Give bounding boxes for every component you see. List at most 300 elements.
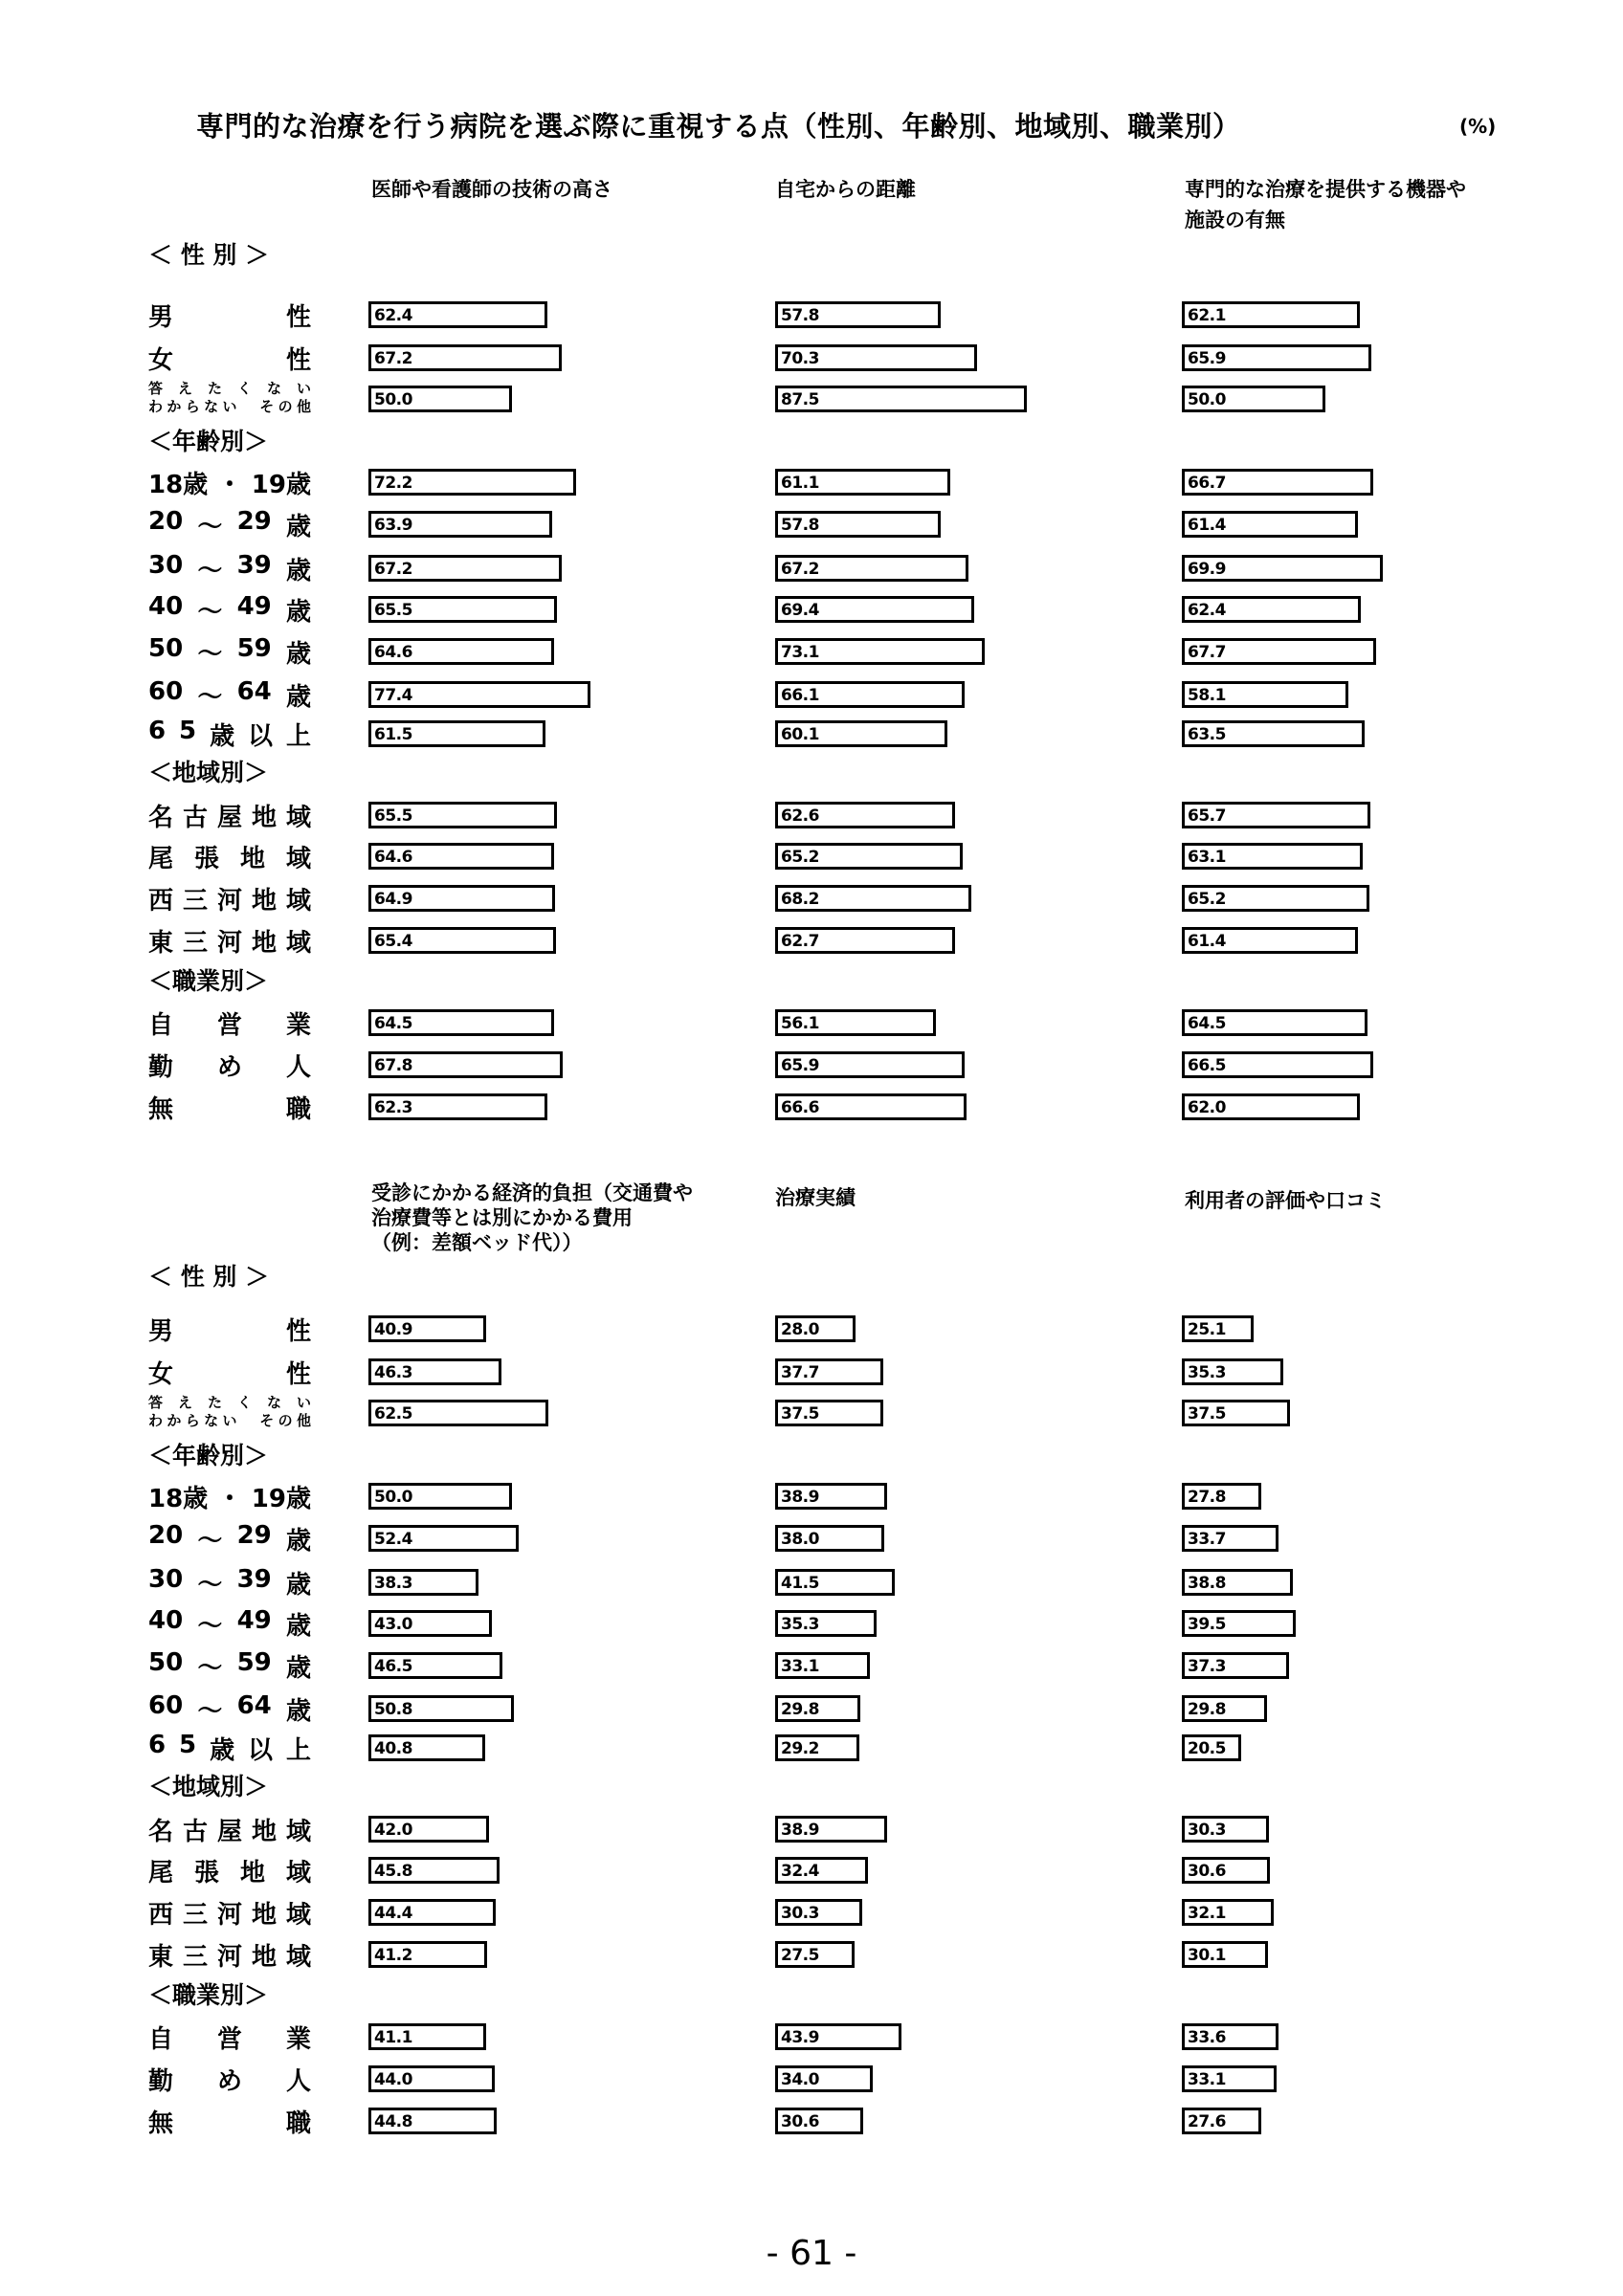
- row-label-part: ・: [216, 1485, 242, 1513]
- bar: [775, 2065, 873, 2092]
- bar-value-label: 39.5: [1188, 1615, 1226, 1634]
- bar: [1182, 1857, 1270, 1884]
- row-label: [148, 1895, 311, 1931]
- bar: [368, 638, 554, 665]
- col-header-5: 治療実績: [775, 1186, 856, 1209]
- bar-value-label: 30.3: [781, 1904, 819, 1923]
- bar-value-label: 38.9: [781, 1821, 819, 1840]
- bar: [1182, 681, 1348, 708]
- row-label-part: 5: [179, 717, 197, 745]
- row-label: [148, 1731, 311, 1766]
- bar-value-label: 64.9: [374, 890, 412, 909]
- row-label-part: 域: [285, 1901, 311, 1930]
- row-label-part: 地: [239, 1859, 265, 1888]
- col-header-4: [371, 1181, 725, 1255]
- bar: [1182, 1358, 1283, 1385]
- bar: [368, 2023, 486, 2050]
- group-heading: ＜ 性 別 ＞: [148, 241, 270, 269]
- bar-value-label: 30.6: [781, 2112, 819, 2131]
- bar: [775, 1400, 883, 1426]
- col-header-6: 利用者の評価や口コミ: [1185, 1189, 1386, 1212]
- bar: [775, 927, 955, 954]
- row-label-part: 39: [236, 1565, 272, 1594]
- bar: [1182, 301, 1360, 328]
- row-label-part: 60: [148, 677, 184, 706]
- bar-value-label: 20.5: [1188, 1739, 1226, 1758]
- bar-value-label: 42.0: [374, 1821, 412, 1840]
- row-label-part: 5: [179, 1731, 197, 1759]
- col-header-2: 自宅からの距離: [775, 178, 916, 201]
- row-label: [148, 1521, 311, 1556]
- row-label: [148, 1853, 311, 1888]
- row-label-part: 歳: [285, 1654, 311, 1683]
- bar-value-label: 69.9: [1188, 560, 1226, 579]
- row-label-part: 河: [216, 929, 242, 958]
- bar-value-label: 30.6: [1188, 1862, 1226, 1881]
- group-heading: ＜職業別＞: [148, 967, 269, 995]
- row-label-part: 職: [285, 2109, 311, 2138]
- row-label-part: ～: [197, 640, 223, 669]
- row-label-part: 40: [148, 592, 184, 621]
- row-label-part: 歳: [285, 557, 311, 585]
- bar-value-label: 40.8: [374, 1739, 412, 1758]
- bar: [368, 1315, 486, 1342]
- row-label-part: 張: [193, 845, 219, 873]
- bar: [1182, 555, 1383, 582]
- col-header-3-line2: 施設の有無: [1185, 209, 1285, 232]
- row-label-part: 三: [182, 1901, 208, 1930]
- row-label-part: 古: [182, 1818, 208, 1846]
- group-heading: ＜職業別＞: [148, 1981, 269, 2009]
- row-label-part: 自: [148, 1011, 174, 1040]
- bar: [775, 1610, 877, 1637]
- row-label-part: ～: [197, 1571, 223, 1600]
- group-heading: ＜地域別＞: [148, 759, 269, 786]
- bar-value-label: 67.2: [374, 349, 412, 368]
- bar-value-label: 46.3: [374, 1363, 412, 1382]
- bar: [368, 469, 576, 496]
- row-label-part: 地: [239, 845, 265, 873]
- bar: [775, 720, 947, 747]
- row-label-part: 60: [148, 1691, 184, 1720]
- row-label: [148, 634, 311, 670]
- col-header-4-line1: 受診にかかる経済的負担（交通費や: [371, 1181, 693, 1204]
- col-header-1: 医師や看護師の技術の高さ: [371, 178, 612, 201]
- col-header-4-line2: 治療費等とは別にかかる費用: [371, 1206, 633, 1229]
- bar: [1182, 1734, 1241, 1761]
- bar-value-label: 63.1: [1188, 848, 1226, 867]
- bar: [368, 1857, 500, 1884]
- col-header-4-line3: （例：差額ベッド代））: [371, 1231, 583, 1254]
- bar-value-label: 63.9: [374, 516, 412, 535]
- row-label-part: 河: [216, 887, 242, 916]
- bar-value-label: 66.5: [1188, 1056, 1226, 1075]
- bar: [775, 344, 977, 371]
- row-label-part: 18歳: [148, 471, 209, 499]
- row-label-part: 地: [251, 1818, 277, 1846]
- bar: [368, 1734, 485, 1761]
- row-label-part: 域: [285, 887, 311, 916]
- row-label-part: ～: [197, 1654, 223, 1683]
- bar-value-label: 32.1: [1188, 1904, 1226, 1923]
- bar: [368, 1899, 496, 1926]
- row-label: [148, 341, 311, 376]
- row-label-part: 性: [285, 303, 311, 332]
- bar-value-label: 66.6: [781, 1098, 819, 1117]
- row-label: [148, 1479, 311, 1514]
- bar: [775, 1695, 860, 1722]
- row-label-part: 29: [236, 507, 272, 536]
- bar-value-label: 33.1: [1188, 2070, 1226, 2089]
- row-label-part: 20: [148, 507, 184, 536]
- bar: [1182, 1610, 1296, 1637]
- row-label: [148, 1691, 311, 1727]
- bar: [775, 802, 955, 828]
- row-label-part: 女: [148, 346, 174, 375]
- bar: [368, 802, 557, 828]
- bar: [775, 885, 971, 912]
- row-label: [148, 298, 311, 333]
- row-label-part: 30: [148, 551, 184, 580]
- bar: [775, 596, 974, 623]
- row-label: [148, 2104, 311, 2139]
- bar-value-label: 35.3: [781, 1615, 819, 1634]
- row-label: [148, 551, 311, 586]
- bar-value-label: 65.9: [781, 1056, 819, 1075]
- row-label-part: 業: [285, 2025, 311, 2054]
- bar-value-label: 38.3: [374, 1574, 412, 1593]
- bar: [775, 1483, 887, 1510]
- row-label-part: 屋: [216, 804, 242, 832]
- bar: [775, 638, 985, 665]
- row-label-part: 屋: [216, 1818, 242, 1846]
- row-label-part: ・: [216, 471, 242, 499]
- bar-value-label: 30.3: [1188, 1821, 1226, 1840]
- bar-value-label: 61.4: [1188, 932, 1226, 951]
- bar-value-label: 68.2: [781, 890, 819, 909]
- bar: [368, 2108, 497, 2134]
- row-label-part: 歳: [285, 1527, 311, 1556]
- bar: [775, 1899, 862, 1926]
- bar-value-label: 69.4: [781, 601, 819, 620]
- row-label: [148, 717, 311, 752]
- bar: [1182, 2023, 1278, 2050]
- row-label-part: ～: [197, 513, 223, 541]
- row-label-part: 39: [236, 551, 272, 580]
- bar-value-label: 27.6: [1188, 2112, 1226, 2131]
- row-label-part: ～: [197, 1527, 223, 1556]
- bar: [775, 1652, 870, 1679]
- bar-value-label: 38.0: [781, 1530, 819, 1549]
- unit-label: (%): [1459, 115, 1497, 138]
- row-label-part: 答 え た く な い: [148, 1394, 311, 1411]
- row-label-part: 29: [236, 1521, 272, 1550]
- row-label-part: 無: [148, 2109, 174, 2138]
- bar-value-label: 67.2: [374, 560, 412, 579]
- bar: [1182, 1051, 1373, 1078]
- row-label-part: 業: [285, 1011, 311, 1040]
- bar: [1182, 386, 1325, 412]
- bar: [368, 1400, 548, 1426]
- row-label-part: 19歳: [251, 1485, 311, 1513]
- row-label-part: 18歳: [148, 1485, 209, 1513]
- row-label-part: 49: [236, 1606, 272, 1635]
- bar-value-label: 41.1: [374, 2028, 412, 2047]
- row-label-part: 三: [182, 887, 208, 916]
- bar-value-label: 30.1: [1188, 1946, 1226, 1965]
- row-label: [148, 1048, 311, 1083]
- bar: [1182, 720, 1365, 747]
- bar-value-label: 62.4: [1188, 601, 1226, 620]
- bar: [1182, 885, 1369, 912]
- bar-value-label: 62.7: [781, 932, 819, 951]
- bar-value-label: 65.5: [374, 601, 412, 620]
- row-label-part: 6: [148, 1731, 167, 1759]
- row-label-part: 40: [148, 1606, 184, 1635]
- bar: [775, 1525, 884, 1552]
- bar-value-label: 37.7: [781, 1363, 819, 1382]
- row-label-part: 49: [236, 592, 272, 621]
- row-label-part: 地: [251, 804, 277, 832]
- bar: [775, 1009, 936, 1036]
- row-label: [148, 1565, 311, 1601]
- bar-value-label: 64.6: [374, 848, 412, 867]
- bar-value-label: 50.0: [374, 390, 412, 409]
- row-label-part: 50: [148, 634, 184, 663]
- row-label-part: 上: [285, 1736, 311, 1765]
- bar-value-label: 29.8: [781, 1700, 819, 1719]
- row-label: [148, 1937, 311, 1973]
- bar-value-label: 62.3: [374, 1098, 412, 1117]
- bar-value-label: 56.1: [781, 1014, 819, 1033]
- row-label: [148, 1090, 311, 1125]
- bar: [1182, 344, 1371, 371]
- bar: [368, 1652, 502, 1679]
- page-title: 専門的な治療を行う病院を選ぶ際に重視する点（性別、年齢別、地域別、職業別）: [196, 110, 1241, 143]
- row-label: [148, 677, 311, 713]
- row-label-part: 営: [216, 2025, 242, 2054]
- row-label: [148, 380, 311, 416]
- row-label-part: 域: [285, 1859, 311, 1888]
- row-label-part: 59: [236, 1648, 272, 1677]
- bar: [1182, 1899, 1274, 1926]
- bar-value-label: 27.5: [781, 1946, 819, 1965]
- bar: [775, 511, 941, 538]
- bar: [1182, 1569, 1293, 1596]
- bar: [1182, 1400, 1290, 1426]
- bar-value-label: 41.5: [781, 1574, 819, 1593]
- row-label-part: 64: [236, 677, 272, 706]
- bar: [368, 843, 554, 870]
- bar-value-label: 62.0: [1188, 1098, 1226, 1117]
- bar-value-label: 66.1: [781, 686, 819, 705]
- row-label-part: 西: [148, 887, 174, 916]
- bar-value-label: 70.3: [781, 349, 819, 368]
- bar: [1182, 1816, 1269, 1843]
- row-label-part: 50: [148, 1648, 184, 1677]
- bar: [775, 1734, 859, 1761]
- row-label-part: ～: [197, 683, 223, 712]
- bar: [775, 681, 965, 708]
- bar-value-label: 44.0: [374, 2070, 412, 2089]
- row-label-part: 域: [285, 1943, 311, 1972]
- bar-value-label: 40.9: [374, 1320, 412, 1339]
- bar: [775, 1941, 855, 1968]
- row-label-part: 勤: [148, 1053, 174, 1082]
- bar-value-label: 64.5: [1188, 1014, 1226, 1033]
- row-label: [148, 923, 311, 959]
- bar: [368, 1941, 487, 1968]
- group-heading: ＜年齢別＞: [148, 1442, 269, 1469]
- bar: [368, 301, 547, 328]
- row-label-part: 地: [251, 1901, 277, 1930]
- page-number: - 61 -: [766, 2234, 857, 2273]
- bar: [368, 555, 562, 582]
- bar: [775, 2023, 901, 2050]
- bar-value-label: 72.2: [374, 474, 412, 493]
- bar-value-label: 45.8: [374, 1862, 412, 1881]
- row-label: [148, 1812, 311, 1847]
- row-label-part: 営: [216, 1011, 242, 1040]
- row-label: [148, 1005, 311, 1041]
- row-label-part: 女: [148, 1360, 174, 1389]
- row-label: [148, 1606, 311, 1642]
- bar-value-label: 61.1: [781, 474, 819, 493]
- bar: [1182, 511, 1358, 538]
- bar: [1182, 802, 1370, 828]
- bar: [368, 927, 556, 954]
- bar-value-label: 60.1: [781, 725, 819, 744]
- row-label: [148, 2020, 311, 2055]
- bar-value-label: 28.0: [781, 1320, 819, 1339]
- row-label: [148, 2062, 311, 2097]
- bar: [368, 2065, 495, 2092]
- row-label-part: 域: [285, 804, 311, 832]
- bar-value-label: 77.4: [374, 686, 412, 705]
- bar-value-label: 65.4: [374, 932, 412, 951]
- row-label-part: 人: [285, 1053, 311, 1082]
- row-label-part: 域: [285, 929, 311, 958]
- bar: [775, 1358, 883, 1385]
- bar-value-label: 67.7: [1188, 643, 1226, 662]
- row-label-part: 59: [236, 634, 272, 663]
- bar: [1182, 1525, 1278, 1552]
- row-label-part: 域: [285, 845, 311, 873]
- row-label-part: 古: [182, 804, 208, 832]
- bar: [368, 1610, 492, 1637]
- bar: [368, 681, 590, 708]
- row-label: [148, 798, 311, 833]
- row-label-part: 河: [216, 1943, 242, 1972]
- bar-value-label: 35.3: [1188, 1363, 1226, 1382]
- bar-value-label: 64.6: [374, 643, 412, 662]
- bar: [775, 469, 950, 496]
- bar: [368, 596, 557, 623]
- bar-value-label: 65.9: [1188, 349, 1226, 368]
- bar-value-label: 65.2: [781, 848, 819, 867]
- row-label-part: ～: [197, 598, 223, 627]
- bar: [368, 1695, 514, 1722]
- bar-value-label: 63.5: [1188, 725, 1226, 744]
- row-label-part: 西: [148, 1901, 174, 1930]
- bar: [368, 1009, 554, 1036]
- bar-value-label: 50.0: [374, 1488, 412, 1507]
- bar-value-label: 62.4: [374, 306, 412, 325]
- bar: [368, 720, 545, 747]
- row-label-part: め: [216, 2067, 242, 2096]
- bar: [368, 1525, 519, 1552]
- group-heading: ＜年齢別＞: [148, 428, 269, 455]
- bar-value-label: 37.5: [1188, 1404, 1226, 1424]
- row-label-part: 地: [251, 929, 277, 958]
- bar: [1182, 1941, 1268, 1968]
- bar: [775, 1857, 868, 1884]
- bar-value-label: 33.1: [781, 1657, 819, 1676]
- row-label-part: 人: [285, 2067, 311, 2096]
- row-label-part: 歳: [285, 640, 311, 669]
- bar-value-label: 62.5: [374, 1404, 412, 1424]
- row-label: [148, 592, 311, 628]
- bar-value-label: 87.5: [781, 390, 819, 409]
- bar: [1182, 843, 1363, 870]
- bar-value-label: 34.0: [781, 2070, 819, 2089]
- row-label-part: 男: [148, 1317, 174, 1346]
- bar-value-label: 50.0: [1188, 390, 1226, 409]
- bar: [775, 386, 1027, 412]
- bar-value-label: 43.9: [781, 2028, 819, 2047]
- row-label-part: 地: [251, 887, 277, 916]
- row-label-part: 歳: [285, 1571, 311, 1600]
- bar: [775, 2108, 863, 2134]
- bar-value-label: 61.5: [374, 725, 412, 744]
- bar-value-label: 58.1: [1188, 686, 1226, 705]
- bar-value-label: 29.8: [1188, 1700, 1226, 1719]
- row-label-part: 歳: [285, 513, 311, 541]
- bar: [368, 1483, 512, 1510]
- bar-value-label: 67.2: [781, 560, 819, 579]
- row-label-part: 30: [148, 1565, 184, 1594]
- bar: [1182, 1695, 1267, 1722]
- row-label: [148, 465, 311, 500]
- bar: [775, 301, 941, 328]
- row-label: [148, 1355, 311, 1390]
- bar-value-label: 46.5: [374, 1657, 412, 1676]
- row-label-part: 上: [285, 722, 311, 751]
- row-label-part: 自: [148, 2025, 174, 2054]
- bar-value-label: 66.7: [1188, 474, 1226, 493]
- bar: [1182, 596, 1361, 623]
- bar-value-label: 65.5: [374, 806, 412, 826]
- bar: [368, 511, 552, 538]
- bar-value-label: 27.8: [1188, 1488, 1226, 1507]
- row-label-part: 三: [182, 929, 208, 958]
- row-label-part: 名: [148, 804, 174, 832]
- bar-value-label: 41.2: [374, 1946, 412, 1965]
- bar: [775, 1093, 967, 1120]
- row-label-part: 歳: [285, 598, 311, 627]
- row-label-part: 64: [236, 1691, 272, 1720]
- bar: [1182, 638, 1376, 665]
- bar: [368, 386, 512, 412]
- bar-value-label: 67.8: [374, 1056, 412, 1075]
- bar-value-label: 65.2: [1188, 890, 1226, 909]
- bar: [775, 1051, 965, 1078]
- bar: [775, 555, 968, 582]
- row-label-part: 性: [285, 1317, 311, 1346]
- bar: [368, 344, 562, 371]
- bar: [1182, 1652, 1289, 1679]
- row-label-part: 河: [216, 1901, 242, 1930]
